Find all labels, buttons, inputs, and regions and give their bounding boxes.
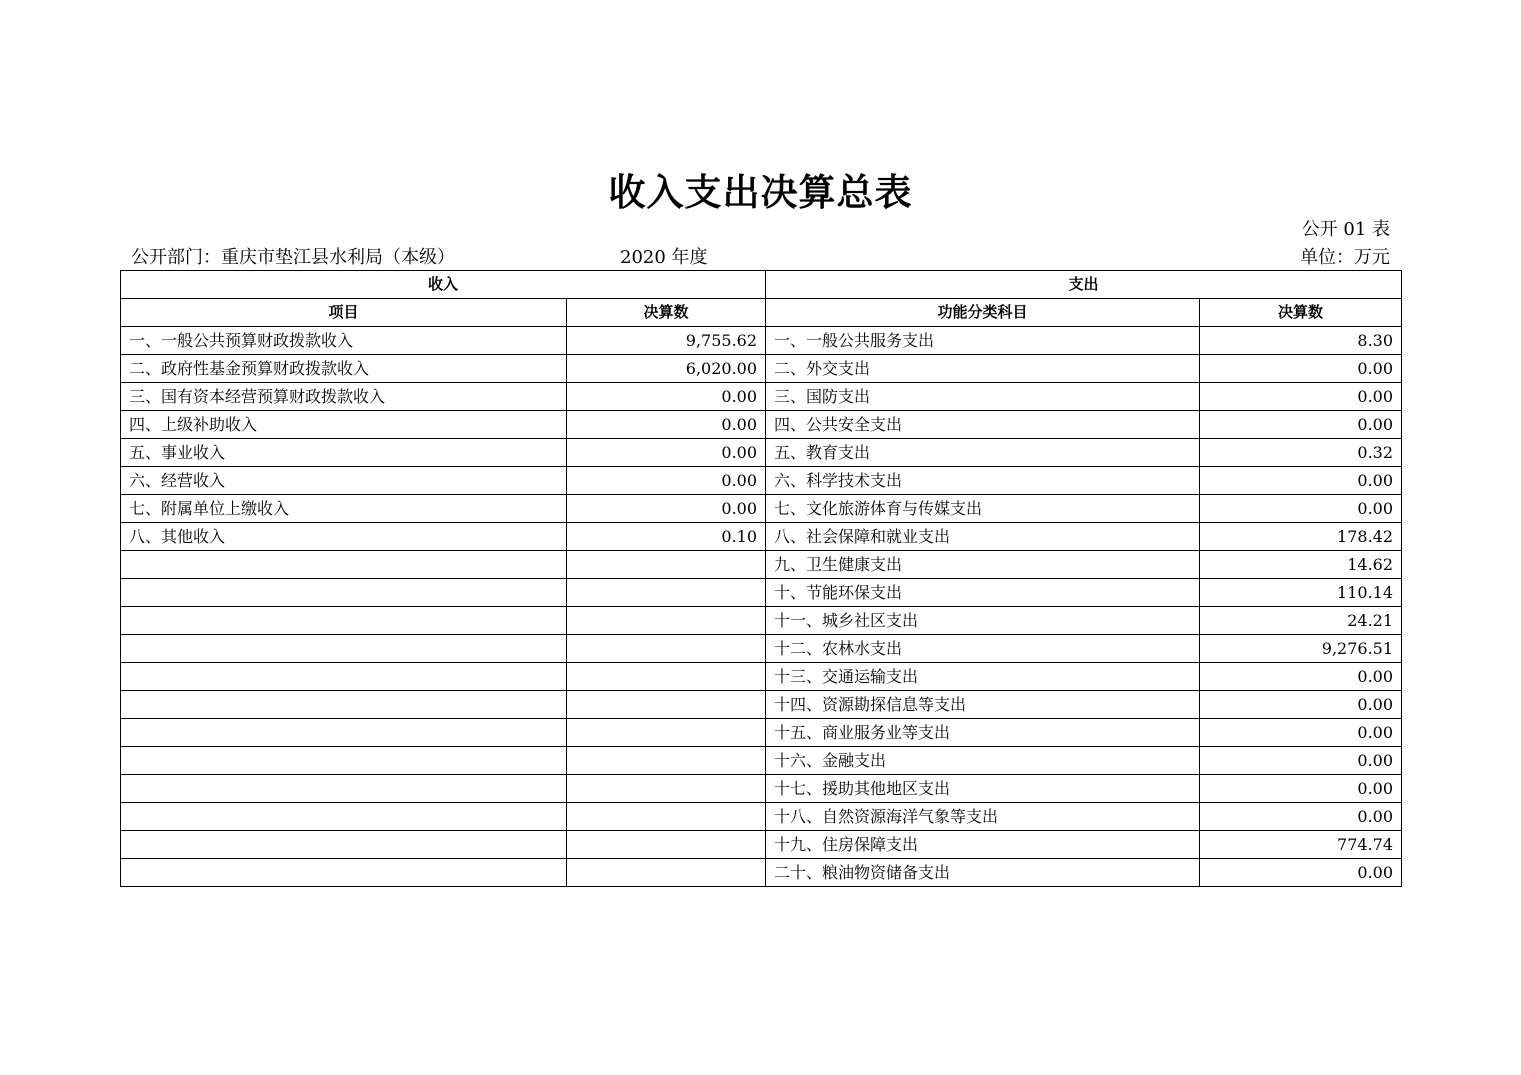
income-amount-cell: 0.00 [567,467,766,495]
table-row [121,607,1402,635]
income-item-cell: 四、上级补助收入 [121,411,567,439]
expenditure-amount-cell: 0.00 [1200,355,1402,383]
table-row [121,383,1402,411]
expenditure-amount-cell: 0.00 [1200,411,1402,439]
expenditure-item-cell: 十七、援助其他地区支出 [766,775,1200,803]
expenditure-amount-cell: 24.21 [1200,607,1402,635]
table-row [121,551,1402,579]
expenditure-amount-cell: 178.42 [1200,523,1402,551]
expenditure-item-cell: 十二、农林水支出 [766,635,1200,663]
income-amount-cell [567,607,766,635]
expenditure-amount-cell: 0.00 [1200,747,1402,775]
expenditure-amount-cell: 0.00 [1200,803,1402,831]
income-amount-cell: 6,020.00 [567,355,766,383]
income-item-cell: 六、经营收入 [121,467,567,495]
table-row [121,719,1402,747]
form-number: 公开 01 表 [1301,219,1390,240]
income-item-cell [121,775,567,803]
expenditure-amount-header: 决算数 [1200,299,1402,327]
table-row [121,579,1402,607]
expenditure-amount-cell: 0.00 [1200,691,1402,719]
table-row [121,691,1402,719]
income-item-cell [121,803,567,831]
income-amount-cell [567,551,766,579]
table-row [121,831,1402,859]
income-amount-cell: 0.00 [567,411,766,439]
expenditure-amount-cell: 0.00 [1200,663,1402,691]
expenditure-amount-cell: 0.00 [1200,495,1402,523]
income-item-cell: 五、事业收入 [121,439,567,467]
expenditure-item-cell: 十五、商业服务业等支出 [766,719,1200,747]
table-row [121,859,1402,887]
income-amount-cell: 0.00 [567,383,766,411]
table-row [121,663,1402,691]
income-amount-cell: 0.00 [567,495,766,523]
expenditure-amount-cell: 0.00 [1200,383,1402,411]
expenditure-item-cell: 七、文化旅游体育与传媒支出 [766,495,1200,523]
expenditure-amount-cell: 0.32 [1200,439,1402,467]
income-amount-cell [567,719,766,747]
income-item-cell [121,859,567,887]
expenditure-item-cell: 十八、自然资源海洋气象等支出 [766,803,1200,831]
expenditure-item-cell: 五、教育支出 [766,439,1200,467]
income-item-cell [121,831,567,859]
income-amount-header: 决算数 [567,299,766,327]
expenditure-item-cell: 十、节能环保支出 [766,579,1200,607]
income-item-cell: 七、附属单位上缴收入 [121,495,567,523]
expenditure-amount-cell: 9,276.51 [1200,635,1402,663]
expenditure-item-cell: 二、外交支出 [766,355,1200,383]
income-item-cell: 二、政府性基金预算财政拨款收入 [121,355,567,383]
income-amount-cell [567,635,766,663]
income-item-cell [121,635,567,663]
income-item-cell [121,663,567,691]
department-label: 公开部门：重庆市垫江县水利局（本级） [131,247,455,268]
expenditure-item-cell: 一、一般公共服务支出 [766,327,1200,355]
income-amount-cell [567,775,766,803]
expenditure-item-header: 功能分类科目 [766,299,1200,327]
expenditure-amount-cell: 0.00 [1200,467,1402,495]
expenditure-amount-cell: 110.14 [1200,579,1402,607]
expenditure-item-cell: 四、公共安全支出 [766,411,1200,439]
income-amount-cell: 0.00 [567,439,766,467]
income-expenditure-table [120,270,1402,887]
income-item-cell [121,551,567,579]
expenditure-amount-cell: 0.00 [1200,775,1402,803]
income-amount-cell [567,691,766,719]
income-amount-cell: 9,755.62 [567,327,766,355]
income-item-cell [121,607,567,635]
table-row [121,523,1402,551]
income-group-header: 收入 [121,271,766,299]
expenditure-item-cell: 三、国防支出 [766,383,1200,411]
income-amount-cell [567,663,766,691]
expenditure-item-cell: 十四、资源勘探信息等支出 [766,691,1200,719]
table-row [121,495,1402,523]
income-item-cell [121,691,567,719]
income-item-cell: 三、国有资本经营预算财政拨款收入 [121,383,567,411]
expenditure-amount-cell: 774.74 [1200,831,1402,859]
table-row [121,803,1402,831]
table-row [121,411,1402,439]
income-item-cell [121,579,567,607]
table-row [121,355,1402,383]
fiscal-year: 2020 年度 [620,247,708,268]
table-body [121,327,1402,887]
expenditure-item-cell: 十九、住房保障支出 [766,831,1200,859]
table-row [121,775,1402,803]
expenditure-item-cell: 十六、金融支出 [766,747,1200,775]
expenditure-item-cell: 九、卫生健康支出 [766,551,1200,579]
report-title: 收入支出决算总表 [608,171,913,214]
income-amount-cell [567,747,766,775]
income-item-cell: 八、其他收入 [121,523,567,551]
income-amount-cell [567,831,766,859]
expenditure-item-cell: 六、科学技术支出 [766,467,1200,495]
income-item-cell: 一、一般公共预算财政拨款收入 [121,327,567,355]
expenditure-item-cell: 十一、城乡社区支出 [766,607,1200,635]
income-amount-cell [567,579,766,607]
expenditure-amount-cell: 0.00 [1200,719,1402,747]
expenditure-item-cell: 十三、交通运输支出 [766,663,1200,691]
income-amount-cell [567,859,766,887]
expenditure-item-cell: 二十、粮油物资储备支出 [766,859,1200,887]
income-item-cell [121,747,567,775]
expenditure-amount-cell: 0.00 [1200,859,1402,887]
table-row [121,747,1402,775]
table-row [121,327,1402,355]
income-amount-cell [567,803,766,831]
expenditure-group-header: 支出 [766,271,1402,299]
table-row [121,439,1402,467]
report-meta [131,243,1390,269]
table-row [121,635,1402,663]
income-item-header: 项目 [121,299,567,327]
group-header-row [121,271,1402,299]
expenditure-item-cell: 八、社会保障和就业支出 [766,523,1200,551]
expenditure-amount-cell: 8.30 [1200,327,1402,355]
income-amount-cell: 0.10 [567,523,766,551]
expenditure-amount-cell: 14.62 [1200,551,1402,579]
column-header-row [121,299,1402,327]
income-item-cell [121,719,567,747]
table-row [121,467,1402,495]
unit-label: 单位：万元 [1300,247,1390,268]
